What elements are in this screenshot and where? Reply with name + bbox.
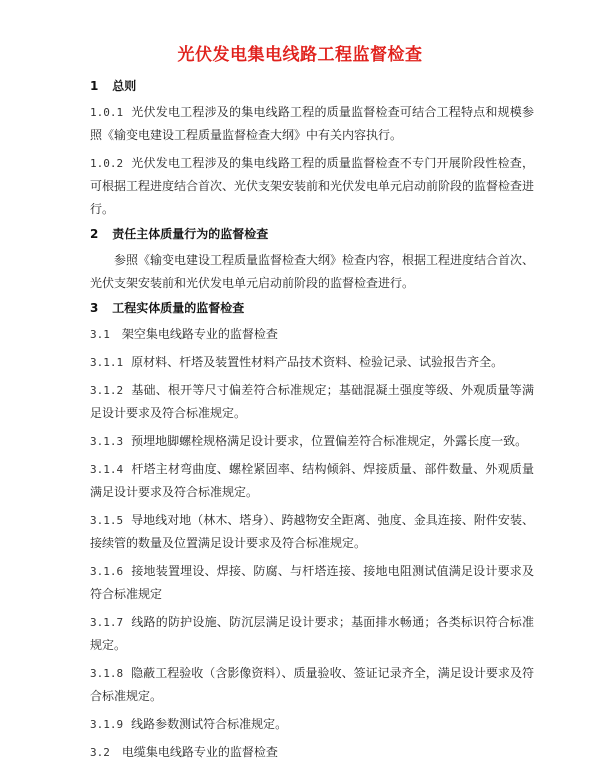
clause-text: 原材料、杆塔及装置性材料产品技术资料、检验记录、试验报告齐全。 xyxy=(131,355,504,369)
paragraph-2-body: 参照《输变电建设工程质量监督检查大纲》检查内容，根据工程进度结合首次、光伏支架安装前和光伏发电单元启动前阶段的监督检查进行。 xyxy=(90,253,535,290)
section-title: 工程实体质量的监督检查 xyxy=(112,301,245,315)
clause-text: 线路的防护设施、防沉层满足设计要求；基面排水畅通；各类标识符合标准规定。 xyxy=(90,615,534,652)
paragraph-3-1-1 xyxy=(90,351,534,374)
paragraph-3-1-8 xyxy=(90,662,534,708)
section-1-heading xyxy=(90,78,534,94)
clause-code: 3.1.6 xyxy=(90,565,124,578)
paragraph-3-1-2 xyxy=(90,379,534,425)
clause-code: 1.0.1 xyxy=(90,106,124,119)
paragraph-3-1-9 xyxy=(90,713,534,736)
clause-code: 3.1 xyxy=(90,328,110,341)
subsection-3-1 xyxy=(90,323,534,346)
document-title: 光伏发电集电线路工程监督检查 xyxy=(177,45,423,65)
clause-code: 1.0.2 xyxy=(90,157,124,170)
section-number: 3 xyxy=(90,301,99,315)
clause-text: 基础、根开等尺寸偏差符合标准规定；基础混凝土强度等级、外观质量等满足设计要求及符合标准规定。 xyxy=(90,383,534,420)
paragraph-3-1-3 xyxy=(90,430,534,453)
clause-code: 3.1.3 xyxy=(90,435,124,448)
clause-text: 导地线对地（林木、塔身）、跨越物安全距离、弛度、金具连接、附件安装、接续管的数量及位置满足设计要求及符合标准规定。 xyxy=(90,513,534,550)
subsection-3-2 xyxy=(90,741,534,764)
section-title: 总则 xyxy=(112,79,137,93)
clause-code: 3.1.1 xyxy=(90,356,124,369)
clause-text: 接地装置埋设、焊接、防腐、与杆塔连接、接地电阻测试值满足设计要求及符合标准规定 xyxy=(90,564,534,601)
clause-text: 光伏发电工程涉及的集电线路工程的质量监督检查可结合工程特点和规模参照《输变电建设工程质量监督检查大纲》中有关内容执行。 xyxy=(90,105,534,142)
paragraph-3-1-5 xyxy=(90,509,534,555)
clause-text: 杆塔主材弯曲度、螺栓紧固率、结构倾斜、焊接质量、部件数量、外观质量满足设计要求及符合标准规定。 xyxy=(90,462,534,499)
clause-code: 3.2 xyxy=(90,746,110,759)
clause-code: 3.1.7 xyxy=(90,616,124,629)
clause-text: 架空集电线路专业的监督检查 xyxy=(121,327,278,341)
clause-text: 隐蔽工程验收（含影像资料）、质量验收、签证记录齐全，满足设计要求及符合标准规定。 xyxy=(90,666,534,703)
clause-code: 3.1.2 xyxy=(90,384,124,397)
section-3-heading xyxy=(90,300,534,316)
section-2-heading xyxy=(90,226,534,242)
paragraph-1-0-1 xyxy=(90,101,534,147)
section-number: 2 xyxy=(90,227,99,241)
clause-text: 线路参数测试符合标准规定。 xyxy=(131,717,288,731)
clause-text: 光伏发电工程涉及的集电线路工程的质量监督检查不专门开展阶段性检查，可根据工程进度结合首次、光伏支架安装前和光伏发电单元启动前阶段的监督检查进行。 xyxy=(90,156,535,216)
paragraph-3-1-4 xyxy=(90,458,534,504)
clause-text: 电缆集电线路专业的监督检查 xyxy=(121,745,278,759)
clause-text: 预埋地脚螺栓规格满足设计要求，位置偏差符合标准规定，外露长度一致。 xyxy=(131,434,528,448)
section-number: 1 xyxy=(90,79,99,93)
paragraph-1-0-2 xyxy=(90,152,534,221)
clause-code: 3.1.5 xyxy=(90,514,124,527)
paragraph-3-1-6 xyxy=(90,560,534,606)
clause-code: 3.1.8 xyxy=(90,667,124,680)
clause-code: 3.1.4 xyxy=(90,463,124,476)
clause-code: 3.1.9 xyxy=(90,718,124,731)
paragraph-3-1-7 xyxy=(90,611,534,657)
section-title: 责任主体质量行为的监督检查 xyxy=(112,227,269,241)
